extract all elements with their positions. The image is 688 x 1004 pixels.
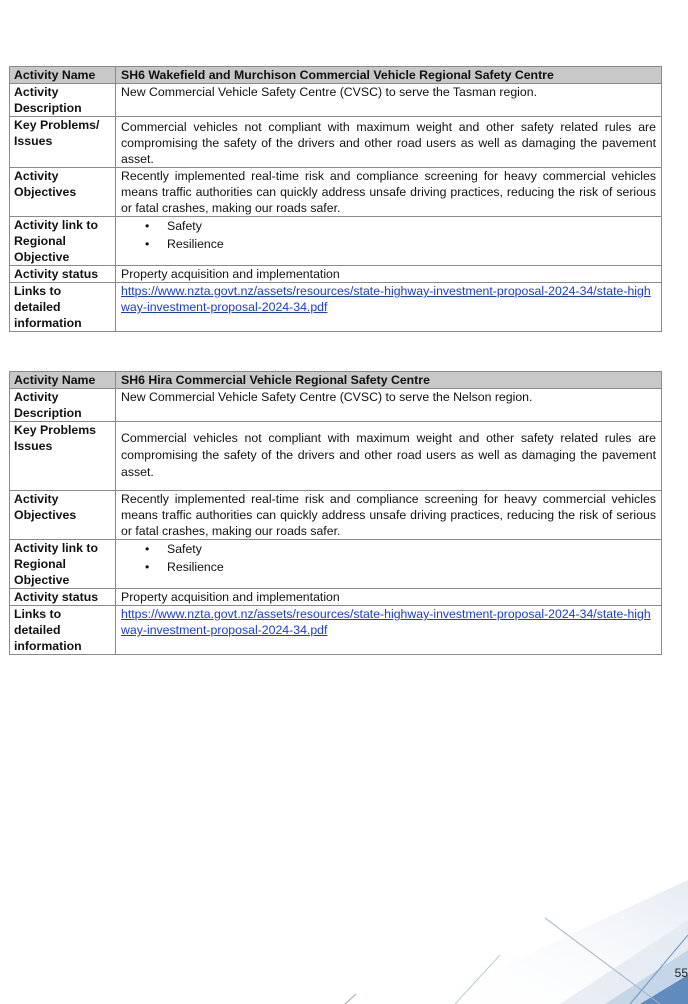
key-problems-value: Commercial vehicles not compliant with maximum weight and other safety related rules are compromising the safety of the drivers and other road users as well as damaging the pavement asset. <box>116 117 662 168</box>
activity-status-label: Activity status <box>10 589 116 606</box>
regional-objective-list <box>121 217 656 253</box>
detailed-information-link[interactable]: https://www.nzta.govt.nz/assets/resources/state-highway-investment-proposal-2024-34/state-highway-investment-proposal-2024-34.pdf <box>121 607 651 637</box>
activity-description-label: Activity Description <box>10 84 116 117</box>
list-item: • Safety <box>145 217 656 235</box>
table-row-activity-objectives <box>10 491 662 540</box>
table-row-key-problems <box>10 422 662 491</box>
table-row-activity-name <box>10 67 662 84</box>
activity-description-label: Activity Description <box>10 389 116 422</box>
table-row-regional-objective <box>10 540 662 589</box>
key-problems-label: Key Problems Issues <box>10 422 116 491</box>
activity-objectives-label: Activity Objectives <box>10 491 116 540</box>
key-problems-label: Key Problems/ Issues <box>10 117 116 168</box>
detailed-links-label: Links to detailed information <box>10 606 116 655</box>
regional-objective-label: Activity link to Regional Objective <box>10 540 116 589</box>
table-row-detailed-links <box>10 283 662 332</box>
table-row-activity-status <box>10 589 662 606</box>
activity-status-label: Activity status <box>10 266 116 283</box>
list-item: • Resilience <box>145 235 656 253</box>
activity-table-1 <box>9 66 662 332</box>
activity-name-value: SH6 Wakefield and Murchison Commercial Vehicle Regional Safety Centre <box>116 67 662 84</box>
table-row-regional-objective <box>10 217 662 266</box>
table-row-detailed-links <box>10 606 662 655</box>
detailed-links-value <box>116 283 662 332</box>
activity-description-value: New Commercial Vehicle Safety Centre (CVSC) to serve the Nelson region. <box>116 389 662 422</box>
list-item: • Resilience <box>145 558 656 576</box>
detailed-links-value <box>116 606 662 655</box>
table-row-activity-status <box>10 266 662 283</box>
activity-objectives-value: Recently implemented real-time risk and compliance screening for heavy commercial vehicles means traffic authorities can quickly address unsafe driving practices, reducing the risk of serious or fatal crashes, making our roads safer. <box>116 168 662 217</box>
activity-table-2 <box>9 371 662 655</box>
regional-objective-label: Activity link to Regional Objective <box>10 217 116 266</box>
key-problems-value: Commercial vehicles not compliant with maximum weight and other safety related rules are compromising the safety of the drivers and other road users as well as damaging the pavement asset. <box>116 422 662 491</box>
activity-name-value: SH6 Hira Commercial Vehicle Regional Safety Centre <box>116 372 662 389</box>
activity-description-value: New Commercial Vehicle Safety Centre (CVSC) to serve the Tasman region. <box>116 84 662 117</box>
regional-objective-value <box>116 540 662 589</box>
activity-name-label: Activity Name <box>10 372 116 389</box>
page-number: 55 <box>674 966 688 980</box>
table-row-activity-description <box>10 389 662 422</box>
detailed-links-label: Links to detailed information <box>10 283 116 332</box>
detailed-information-link[interactable]: https://www.nzta.govt.nz/assets/resources/state-highway-investment-proposal-2024-34/state-highway-investment-proposal-2024-34.pdf <box>121 284 651 314</box>
list-item: • Safety <box>145 540 656 558</box>
activity-objectives-label: Activity Objectives <box>10 168 116 217</box>
regional-objective-list <box>121 540 656 576</box>
activity-name-label: Activity Name <box>10 67 116 84</box>
table-row-activity-name <box>10 372 662 389</box>
activity-status-value: Property acquisition and implementation <box>116 589 662 606</box>
activity-status-value: Property acquisition and implementation <box>116 266 662 283</box>
activity-objectives-value: Recently implemented real-time risk and compliance screening for heavy commercial vehicles means traffic authorities can quickly address unsafe driving practices, reducing the risk of serious or fatal crashes, making our roads safer. <box>116 491 662 540</box>
table-row-key-problems <box>10 117 662 168</box>
table-row-activity-objectives <box>10 168 662 217</box>
table-row-activity-description <box>10 84 662 117</box>
regional-objective-value <box>116 217 662 266</box>
